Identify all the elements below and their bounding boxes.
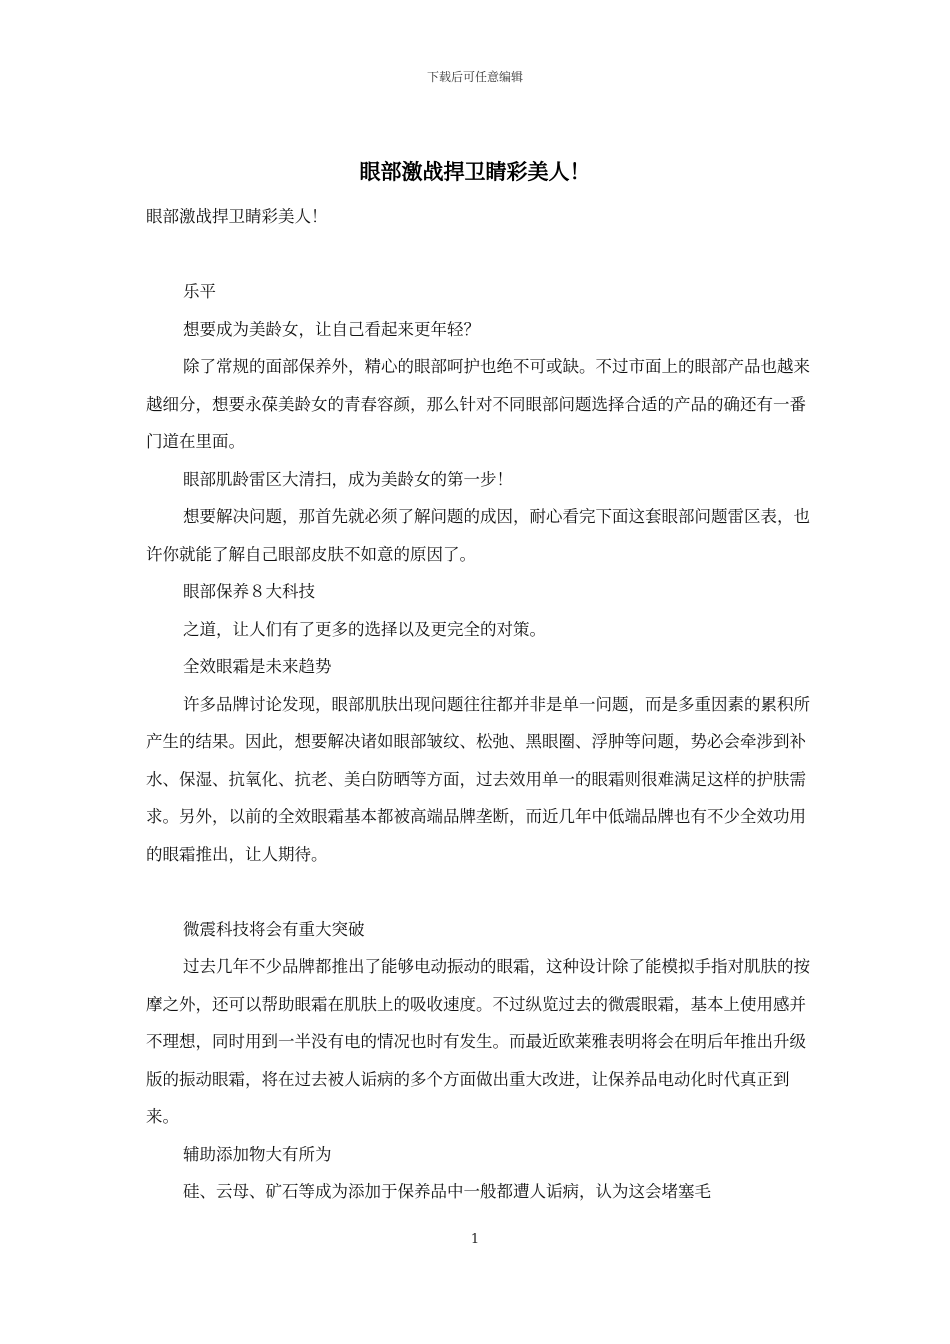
paragraph: 之道，让人们有了更多的选择以及更完全的对策。 (183, 619, 546, 639)
paragraph: 想要解决问题，那首先就必须了解问题的成因，耐心看完下面这套眼部问题雷区表，也许你就能了解自己眼部皮肤不如意的原因了。 (146, 507, 810, 564)
section-heading: 全效眼霜是未来趋势 (183, 657, 332, 676)
paragraph: 过去几年不少品牌都推出了能够电动振动的眼霜，这种设计除了能模拟手指对肌肤的按摩之外，还可以帮助眼霜在肌肤上的吸收速度。不过纵览过去的微震眼霜，基本上使用感并不理想，同时用到一半没有电的情况也时有发生。而最近欧莱雅表明将会在明后年推出升级版的振动眼霜，将在过去被人诟病的多个方面做出重大改进，让保养品电动化时代真正到来。 (146, 957, 810, 1126)
paragraph: 硅、云母、矿石等成为添加于保养品中一般都遭人诟病，认为这会堵塞毛 (183, 1182, 711, 1201)
page-number: 1 (470, 1232, 480, 1247)
section-heading: 微震科技将会有重大突破 (183, 919, 365, 939)
section-heading: 眼部保养８大科技 (183, 582, 315, 601)
paragraph-subtitle: 眼部激战捍卫睛彩美人！ (146, 207, 328, 226)
paragraph: 许多品牌讨论发现，眼部肌肤出现问题往往都并非是单一问题，而是多重因素的累积所产生的结果。因此，想要解决诸如眼部皱纹、松弛、黑眼圈、浮肿等问题，势必会牵涉到补水、保湿、抗氧化、抗老、美白防晒等方面，过去效用单一的眼霜则很难满足这样的护肤需求。另外，以前的全效眼霜基本都被高端品牌垄断，而近几年中低端品牌也有不少全效功用的眼霜推出，让人期待。 (146, 694, 810, 864)
paragraph: 除了常规的面部保养外，精心的眼部呵护也绝不可或缺。不过市面上的眼部产品也越来越细分，想要永葆美龄女的青春容颜，那么针对不同眼部问题选择合适的产品的确还有一番门道在里面。 (146, 357, 810, 451)
blank-line (146, 236, 810, 274)
document-title: 眼部激战捍卫睛彩美人！ (359, 159, 591, 184)
paragraph: 想要成为美龄女，让自己看起来更年轻？ (183, 319, 480, 339)
section-heading: 辅助添加物大有所为 (183, 1144, 332, 1164)
section-heading: 眼部肌龄雷区大清扫，成为美龄女的第一步！ (183, 469, 513, 489)
header-note: 下载后可任意编辑 (426, 70, 523, 84)
document-body (146, 198, 810, 1211)
blank-line (146, 873, 810, 911)
paragraph-author: 乐平 (183, 282, 216, 301)
